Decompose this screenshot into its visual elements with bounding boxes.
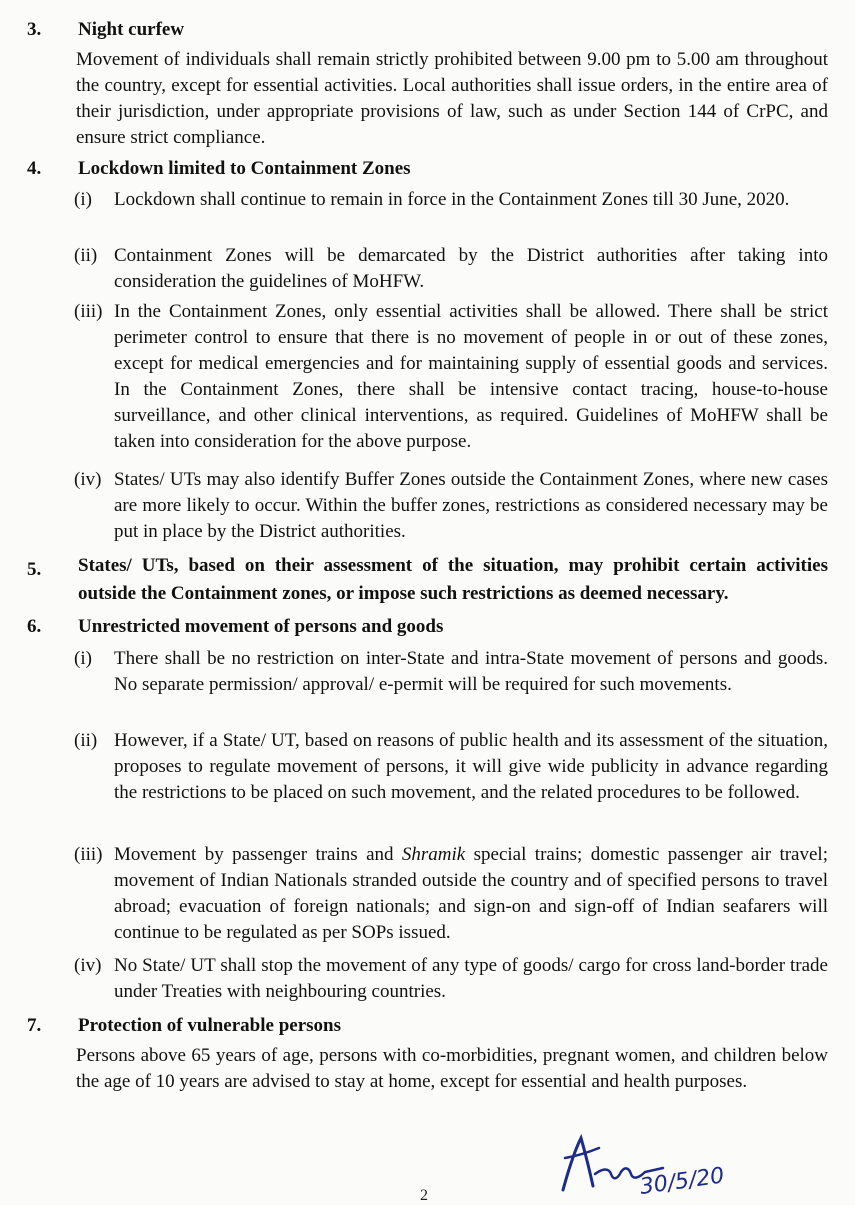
item-text: In the Containment Zones, only essential activities shall be allowed. There shall be strict perimeter control to ensure that there is no movement of people in or out of these zones, except for medical emergencies and for maintaining supply of essential goods and services. In the Containment Zones, there shall be intensive contact tracing, house-to-house surveillance, and other clinical interventions, as required. Guidelines of MoHFW shall be taken into consideration for the above purpose. [114, 301, 828, 452]
item-text-italic: Shramik [401, 844, 466, 865]
item-text: States/ UTs may also identify Buffer Zones outside the Containment Zones, where new cases are more likely to occur. Within the buffer zones, restrictions as considered necessary may be put in place by the District authorities. [114, 469, 828, 542]
item-text: No State/ UT shall stop the movement of any type of goods/ cargo for cross land-border trade under Treaties with neighbouring countries. [114, 955, 828, 1002]
item-numeral: (i) [74, 648, 92, 669]
item-numeral: (ii) [74, 730, 98, 751]
item-text [114, 842, 828, 946]
section-heading: Lockdown limited to Containment Zones [78, 158, 411, 179]
item-numeral: (i) [74, 189, 92, 210]
handwritten-signature [555, 1128, 785, 1200]
item-text: However, if a State/ UT, based on reasons of public health and its assessment of the situation, proposes to regulate movement of persons, it will give wide publicity in advance regarding the restrictions to be placed on such movement, and the related procedures to be followed. [114, 730, 828, 803]
item-numeral: (ii) [74, 245, 98, 266]
item-numeral: (iv) [74, 469, 102, 490]
section-number: 6. [27, 616, 42, 637]
page-number: 2 [420, 1187, 428, 1204]
section-number: 5. [27, 559, 42, 580]
signature-date: 30/5/20 [638, 1163, 726, 1200]
item-numeral: (iii) [74, 844, 103, 865]
section-heading: Unrestricted movement of persons and goods [78, 616, 444, 637]
section-paragraph: States/ UTs, based on their assessment of the situation, may prohibit certain activities outside the Containment zones, or impose such restrictions as deemed necessary. [78, 555, 828, 604]
item-text: Lockdown shall continue to remain in force in the Containment Zones till 30 June, 2020. [114, 189, 790, 210]
section-number: 4. [27, 158, 42, 179]
item-numeral: (iii) [74, 301, 103, 322]
section-number: 7. [27, 1015, 42, 1036]
section-paragraph: Movement of individuals shall remain strictly prohibited between 9.00 pm to 5.00 am throughout the country, except for essential activities. Local authorities shall issue orders, in the entire area of their jurisdiction, under appropriate provisions of law, such as under Section 144 of CrPC, and ensure strict compliance. [76, 49, 828, 148]
item-text-part: Movement by passenger trains and [114, 844, 402, 865]
section-paragraph: Persons above 65 years of age, persons with co-morbidities, pregnant women, and children below the age of 10 years are advised to stay at home, except for essential and health purposes. [76, 1045, 828, 1092]
section-heading: Night curfew [78, 19, 185, 40]
section-heading: Protection of vulnerable persons [78, 1015, 341, 1036]
item-text-part: special trains; domestic passenger air travel; movement of Indian Nationals stranded outside the country and of specified persons to travel abroad; evacuation of foreign nationals; and sign-on and sign-off of Indian seafarers will continue to be regulated as per SOPs issued. [114, 844, 828, 943]
item-numeral: (iv) [74, 955, 102, 976]
item-text: Containment Zones will be demarcated by the District authorities after taking into consideration the guidelines of MoHFW. [114, 245, 828, 292]
section-number: 3. [27, 19, 42, 40]
item-text: There shall be no restriction on inter-State and intra-State movement of persons and goods. No separate permission/ approval/ e-permit will be required for such movements. [114, 648, 828, 695]
